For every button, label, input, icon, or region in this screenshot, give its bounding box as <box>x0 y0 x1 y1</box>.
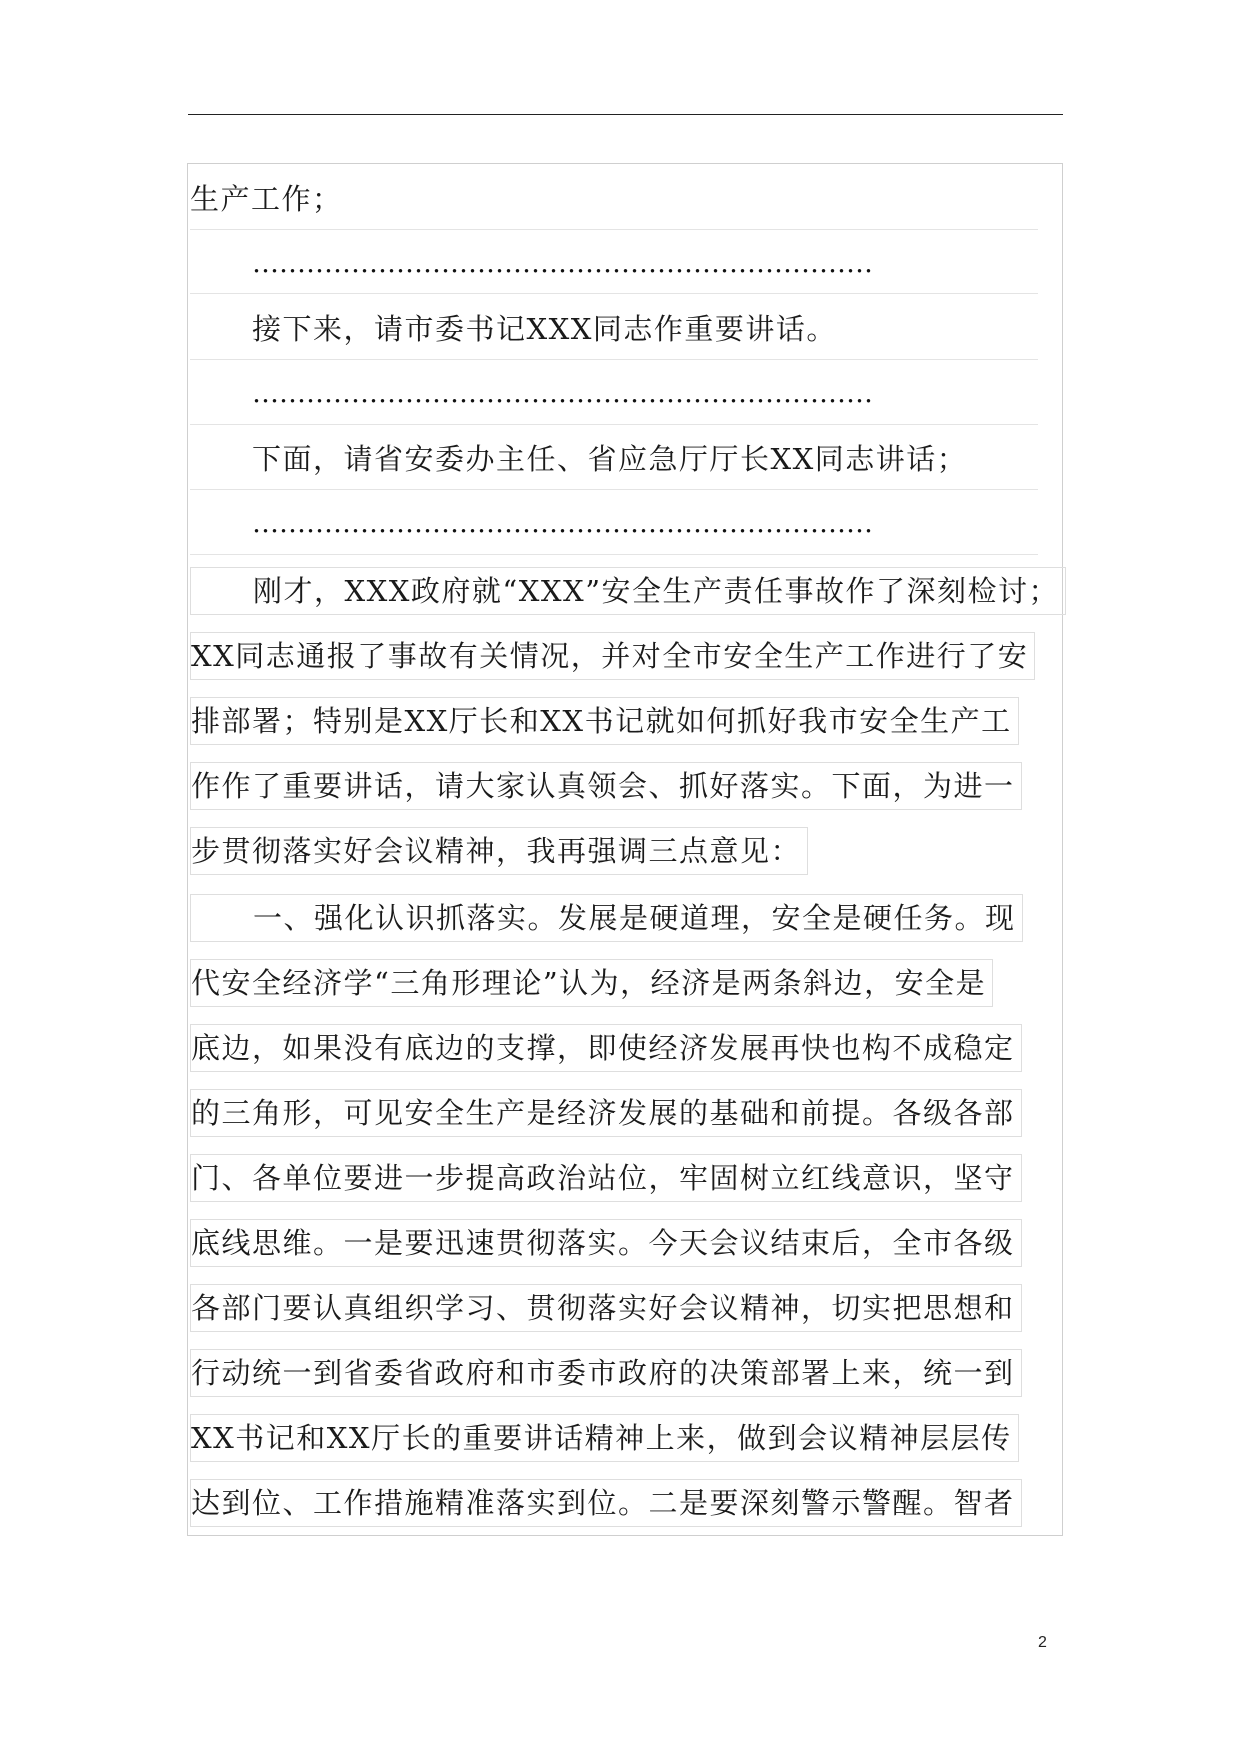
paragraph-line-8: 底边，如果没有底边的支撑，即使经济发展再快也构不成稳定 <box>190 1024 1022 1072</box>
paragraph-line-13: 行动统一到省委省政府和市委市政府的决策部署上来，统一到 <box>190 1349 1022 1397</box>
header-rule <box>188 114 1063 115</box>
paragraph-line-6: 一、强化认识抓落实。发展是硬道理，安全是硬任务。现 <box>190 894 1023 942</box>
page-number: 2 <box>1038 1634 1047 1651</box>
text-line-5: 下面，请省安委办主任、省应急厅厅长XX同志讲话； <box>252 442 968 476</box>
row-divider <box>190 554 1038 555</box>
paragraph-line-14: XX书记和XX厅长的重要讲话精神上来，做到会议精神层层传 <box>190 1414 1019 1462</box>
ellipsis-line-2: …………………………………………………………… <box>252 378 873 409</box>
paragraph-line-15: 达到位、工作措施精准落实到位。二是要深刻警示警醒。智者 <box>190 1479 1022 1527</box>
row-divider <box>190 489 1038 490</box>
text-line-1: 生产工作； <box>190 182 343 216</box>
paragraph-line-11: 底线思维。一是要迅速贯彻落实。今天会议结束后，全市各级 <box>190 1219 1022 1267</box>
ellipsis-line-1: …………………………………………………………… <box>252 248 873 279</box>
text-line-3: 接下来，请市委书记XXX同志作重要讲话。 <box>252 312 837 346</box>
row-divider <box>190 359 1038 360</box>
paragraph-line-12: 各部门要认真组织学习、贯彻落实好会议精神，切实把思想和 <box>190 1284 1022 1332</box>
paragraph-line-10: 门、各单位要进一步提高政治站位，牢固树立红线意识，坚守 <box>190 1154 1022 1202</box>
row-divider <box>190 293 1038 294</box>
paragraph-line-3: 排部署；特别是XX厅长和XX书记就如何抓好我市安全生产工 <box>190 697 1019 745</box>
row-divider <box>190 229 1038 230</box>
paragraph-line-7: 代安全经济学“三角形理论”认为，经济是两条斜边，安全是 <box>190 959 993 1007</box>
paragraph-line-9: 的三角形，可见安全生产是经济发展的基础和前提。各级各部 <box>190 1089 1022 1137</box>
row-divider <box>190 424 1038 425</box>
ellipsis-line-3: …………………………………………………………… <box>252 508 873 539</box>
paragraph-line-2: XX同志通报了事故有关情况，并对全市安全生产工作进行了安 <box>190 632 1035 680</box>
paragraph-line-4: 作作了重要讲话，请大家认真领会、抓好落实。下面，为进一 <box>190 762 1022 810</box>
paragraph-line-1: 刚才，XXX政府就“XXX”安全生产责任事故作了深刻检讨； <box>190 567 1066 615</box>
paragraph-line-5: 步贯彻落实好会议精神，我再强调三点意见： <box>190 827 808 875</box>
